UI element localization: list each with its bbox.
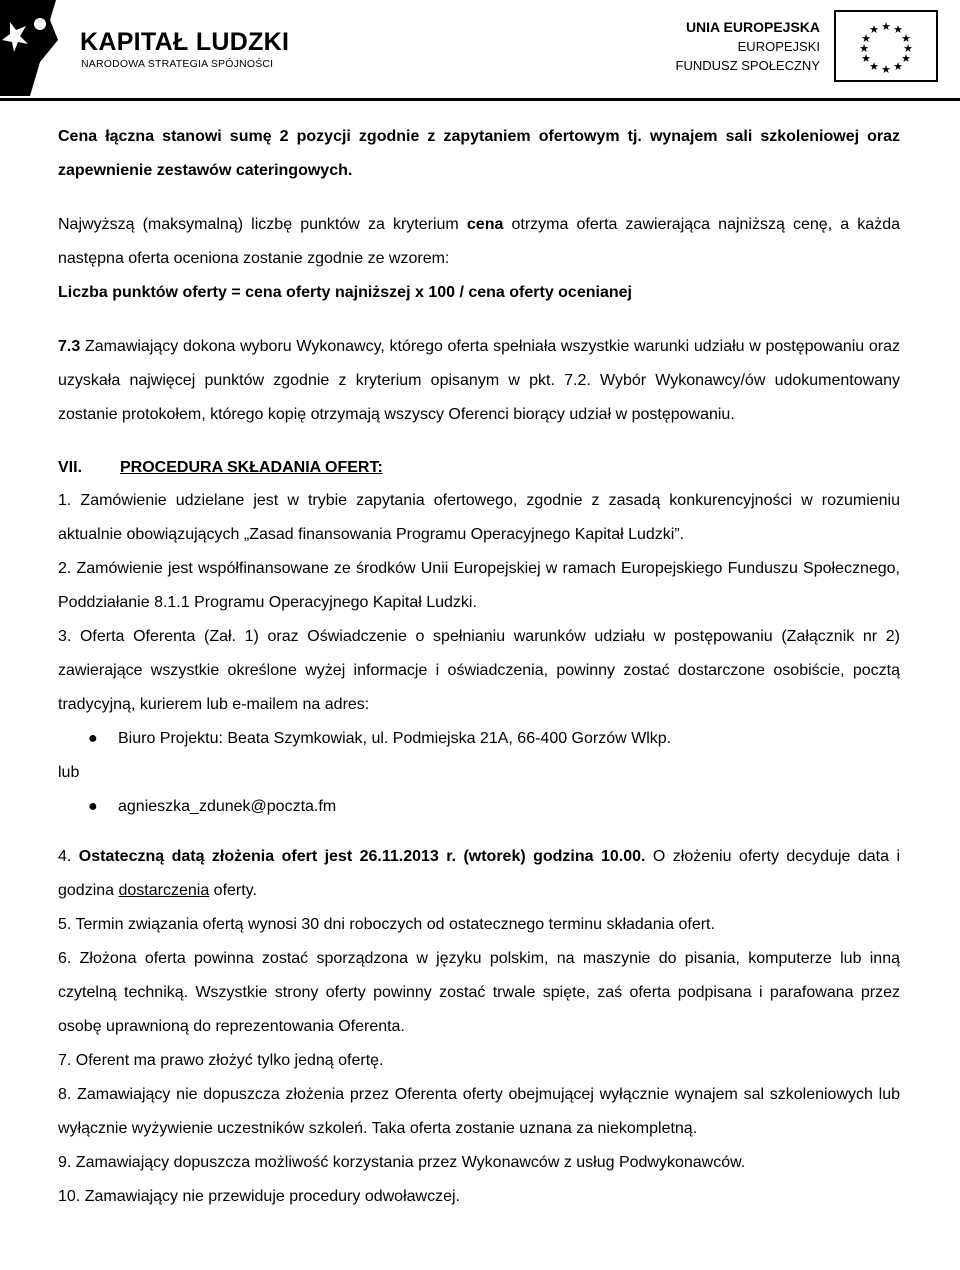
section-title: PROCEDURA SKŁADANIA OFERT: [120,459,383,476]
svg-text:★: ★ [861,32,871,45]
address-bullet-2 [58,790,900,824]
list-item-4 [58,840,900,908]
list-item-2: 2. Zamówienie jest współfinansowane ze środków Unii Europejskiej w ramach Europejskiego Funduszu Społecznego, Poddziałanie 8.1.1 Programu Operacyjnego Kapitał Ludzki. [58,560,900,611]
svg-text:★: ★ [893,23,903,36]
item-4-text: O złożeniu oferty decyduje data i godzina [58,848,900,899]
item-4-underlined: dostarczenia [118,882,210,899]
scoring-formula: Liczba punktów oferty = cena oferty najniższej x 100 / cena oferty ocenianej [58,284,632,301]
svg-text:★: ★ [881,20,891,33]
point-7-3-number: 7.3 [58,338,81,355]
document-body [58,120,900,1214]
scoring-text-start: Najwyższą (maksymalną) liczbę punktów za kryterium [58,216,467,233]
svg-text:★: ★ [901,32,911,45]
kapital-ludzki-logo [0,0,300,96]
list-item-3: 3. Oferta Oferenta (Zał. 1) oraz Oświadczenie o spełnianiu warunków udziału w postępowaniu (Załącznik nr 2) zawierające wszystkie określone wyżej informacje i oświadczenia, powinny zostać dostarczone osobiście, pocztą tradycyjną, kurierem lub e-mailem na adres: [58,628,900,713]
item-4-number: 4. [58,848,79,865]
eu-line-2: EUROPEJSKI [737,39,820,54]
svg-text:★: ★ [869,23,879,36]
item-4-end: oferty. [209,882,257,899]
section-heading [58,452,900,484]
list-item-5: 5. Termin związania ofertą wynosi 30 dni roboczych od ostatecznego terminu składania ofert. [58,916,715,933]
kapital-ludzki-subtitle: NARODOWA STRATEGIA SPÓJNOŚCI [81,58,274,70]
address-bullet-1 [58,722,900,756]
bullet-icon: ● [88,730,98,747]
svg-text:★: ★ [869,60,879,73]
bullet-icon: ● [88,798,98,815]
svg-text:★: ★ [881,63,891,76]
list-item-8: 8. Zamawiający nie dopuszcza złożenia przez Oferenta oferty obejmującej wyłącznie wynajem sal szkoleniowych lub wyłącznie wyżywienie uczestników szkoleń. Taka oferta zostanie uznana za niekompletną. [58,1086,900,1137]
intro-price-paragraph: Cena łączna stanowi sumę 2 pozycji zgodnie z zapytaniem ofertowym tj. wynajem sali szkoleniowej oraz zapewnienie zestawów cateringowych. [58,128,900,179]
svg-text:★: ★ [901,52,911,65]
point-7-3 [58,330,900,432]
scoring-text-end: otrzyma oferta zawierająca najniższą cenę, a każda następna oferta oceniona zostanie zgodnie ze wzorem: [58,216,900,267]
eu-line-3: FUNDUSZ SPOŁECZNY [675,58,820,73]
svg-text:★: ★ [859,42,869,55]
eu-logo-text [676,18,820,75]
scoring-criterion-bold: cena [466,216,504,233]
intro-scoring-paragraph [58,208,900,276]
address-text: Biuro Projektu: Beata Szymkowiak, ul. Podmiejska 21A, 66-400 Gorzów Wlkp. [118,730,672,747]
eu-line-1: UNIA EUROPEJSKA [685,19,820,35]
list-item-10: 10. Zamawiający nie przewiduje procedury odwoławczej. [58,1188,460,1205]
section-number: VII. [58,459,83,476]
item-4-deadline: Ostateczną datą złożenia ofert jest 26.11.2013 r. (wtorek) godzina 10.00. [78,848,646,865]
list-item-9: 9. Zamawiający dopuszcza możliwość korzystania przez Wykonawców z usług Podwykonawców. [58,1154,746,1171]
or-label: lub [58,764,80,781]
eu-flag-icon [834,10,938,82]
email-text: agnieszka_zdunek@poczta.fm [118,798,337,815]
header-divider [0,98,960,101]
page-header [0,0,960,103]
list-item-7: 7. Oferent ma prawo złożyć tylko jedną ofertę. [58,1052,384,1069]
svg-text:★: ★ [893,60,903,73]
svg-text:★: ★ [861,52,871,65]
list-item-1: 1. Zamówienie udzielane jest w trybie zapytania ofertowego, zgodnie z zasadą konkurencyjności w rozumieniu aktualnie obowiązujących „Zasad finansowania Programu Operacyjnego Kapitał Ludzki”. [58,492,900,543]
kapital-ludzki-mark-icon [0,0,64,96]
list-item-6: 6. Złożona oferta powinna zostać sporządzona w języku polskim, na maszynie do pisania, komputerze lub inną czytelną techniką. Wszystkie strony oferty powinny zostać trwale spięte, zaś oferta podpisana i parafowana przez osobę uprawnioną do reprezentowania Oferenta. [58,950,900,1035]
point-7-3-text: Zamawiający dokona wyboru Wykonawcy, którego oferta spełniała wszystkie warunki udziału w postępowaniu oraz uzyskała najwięcej punktów zgodnie z kryterium opisanym w pkt. 7.2. Wybór Wykonawcy/ów udokumentowany zostanie protokołem, którego kopię otrzymają wszyscy Oferenci biorący udział w postępowaniu. [58,338,900,423]
svg-text:★: ★ [903,42,913,55]
kapital-ludzki-title: KAPITAŁ LUDZKI [80,28,290,56]
